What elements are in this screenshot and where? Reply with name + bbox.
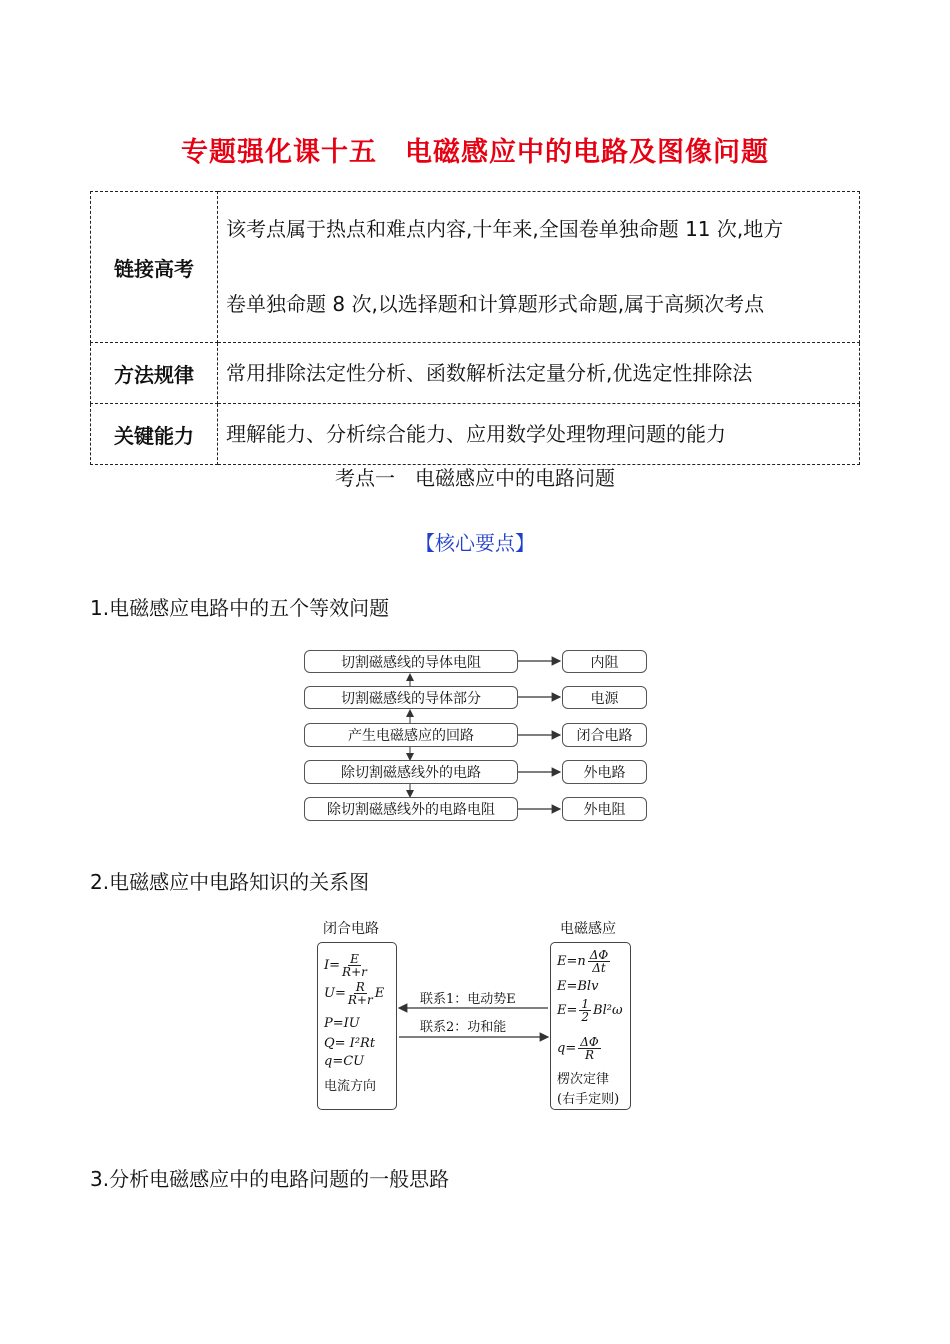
em-induction-box — [550, 942, 631, 1110]
left-box: 除切割磁感线外的电路电阻 — [304, 797, 518, 821]
formula-lhs: q= — [557, 1041, 577, 1056]
fraction-num: ΔΦ — [580, 1035, 599, 1049]
formula-lhs: E= — [557, 1003, 578, 1018]
formula-lhs: E=n — [557, 954, 586, 969]
page-title: 专题强化课十五 电磁感应中的电路及图像问题 — [181, 137, 769, 168]
left-box: 切割磁感线的导体部分 — [304, 686, 518, 709]
row-content-line: 卷单独命题 8 次,以选择题和计算题形式命题,属于高频次考点 — [226, 292, 765, 316]
right-hand-rule-label: (右手定则) — [557, 1092, 620, 1107]
formula-power: P=IU — [324, 1016, 360, 1031]
row-content: 理解能力、分析综合能力、应用数学处理物理问题的能力 — [218, 404, 860, 465]
link-2-label: 联系2：功和能 — [420, 1020, 507, 1035]
formula-emf-rotation — [557, 998, 623, 1023]
fraction-den: R+r — [342, 965, 367, 979]
fraction-den: Δt — [592, 961, 606, 975]
current-direction-label: 电流方向 — [324, 1079, 377, 1094]
left-box: 产生电磁感应的回路 — [304, 723, 518, 747]
right-box: 外电路 — [562, 760, 647, 784]
fraction-den: R+r — [347, 993, 373, 1007]
fraction-num: E — [350, 952, 359, 966]
row-content-line: 该考点属于热点和难点内容,十年来,全国卷单独命题 11 次,地方 — [226, 217, 784, 241]
formula-rhs: Bl²ω — [593, 1003, 623, 1018]
formula-charge: q=CU — [324, 1054, 365, 1069]
formula-charge-flux — [557, 1036, 603, 1061]
formula-voltage — [324, 981, 384, 1006]
formula-rhs: E — [374, 986, 385, 1001]
core-points-heading: 【核心要点】 — [415, 531, 535, 555]
link-1-label: 联系1：电动势E — [420, 992, 516, 1007]
left-box: 除切割磁感线外的电路 — [304, 760, 518, 784]
section-heading: 考点一 电磁感应中的电路问题 — [335, 466, 615, 490]
right-box: 电源 — [562, 686, 647, 709]
right-box: 外电阻 — [562, 797, 647, 821]
row-label: 关键能力 — [91, 404, 218, 465]
formula-current — [324, 953, 369, 978]
left-box: 切割磁感线的导体电阻 — [304, 650, 518, 673]
row-label: 方法规律 — [91, 343, 218, 404]
row-label: 链接高考 — [91, 192, 218, 343]
closed-circuit-box — [317, 942, 397, 1110]
fraction-num: ΔΦ — [589, 948, 609, 962]
lenz-law-label: 楞次定律 — [557, 1072, 610, 1087]
fraction-den: R — [584, 1048, 594, 1062]
row-content: 常用排除法定性分析、函数解析法定量分析,优选定性排除法 — [218, 343, 860, 404]
left-title: 闭合电路 — [323, 921, 379, 937]
formula-heat: Q= I²Rt — [324, 1036, 376, 1051]
formula-emf-faraday — [557, 949, 612, 974]
fraction-num: R — [355, 980, 365, 994]
formula-lhs: U= — [324, 986, 346, 1001]
formula-emf-motional: E=Blv — [557, 979, 599, 994]
fraction-den: 2 — [581, 1010, 590, 1024]
section-2-title: 2.电磁感应中电路知识的关系图 — [90, 870, 370, 894]
section-1-title: 1.电磁感应电路中的五个等效问题 — [90, 596, 390, 620]
formula-lhs: I= — [324, 958, 341, 973]
right-box: 闭合电路 — [562, 723, 647, 747]
right-box: 内阻 — [562, 650, 647, 673]
right-title: 电磁感应 — [560, 921, 616, 937]
fraction-num: 1 — [581, 997, 590, 1011]
section-3-title: 3.分析电磁感应中的电路问题的一般思路 — [90, 1167, 450, 1191]
